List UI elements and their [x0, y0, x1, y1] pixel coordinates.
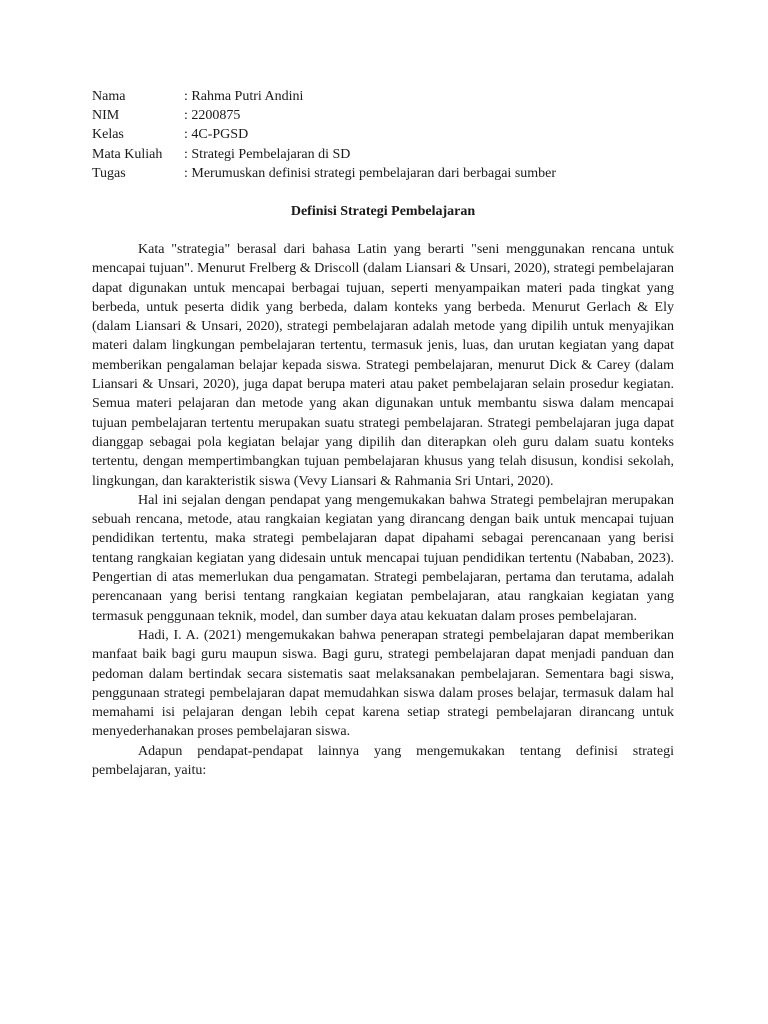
paragraph: Hadi, I. A. (2021) mengemukakan bahwa penerapan strategi pembelajaran dapat memberikan manfaat baik bagi guru maupun siswa. Bagi guru, strategi pembelajaran dapat menjadi panduan dan pedoman dalam bertindak secara sistematis saat melaksanakan pembelajaran. Sementara bagi siswa, penggunaan strategi pembelajaran dapat memudahkan siswa dalam proses belajar, termasuk dalam hal memahami isi pelajaran dengan lebih cepat karena setiap strategi pembelajaran dirancang untuk menyederhanakan proses pembelajaran siswa.: [92, 627, 674, 740]
info-value: : Strategi Pembelajaran di SD: [184, 146, 351, 162]
info-value: : Merumuskan definisi strategi pembelajaran dari berbagai sumber: [184, 165, 557, 181]
info-label: NIM: [92, 108, 120, 124]
paragraph: Adapun pendapat-pendapat lainnya yang mengemukakan tentang definisi strategi pembelajaran, yaitu:: [92, 743, 674, 779]
info-label: Kelas: [92, 127, 124, 143]
info-row-mata-kuliah: [92, 145, 556, 164]
info-label: Mata Kuliah: [92, 146, 163, 162]
info-row-kelas: [92, 125, 556, 144]
info-row-nama: [92, 87, 556, 106]
info-row-nim: [92, 106, 556, 125]
document-body: [92, 240, 674, 780]
info-value: : 2200875: [184, 108, 241, 124]
paragraph: Hal ini sejalan dengan pendapat yang mengemukakan bahwa Strategi pembelajran merupakan sebuah rencana, metode, atau rangkaian kegiatan yang dirancang dengan baik untuk mencapai tujuan pendidikan tertentu, maka strategi pembelajaran dapat dipahami sebagai perencanaan yang berisi tentang rangkaian kegiatan yang didesain untuk mencapai tujuan pendidikan tertentu (Nababan, 2023). Pengertian di atas memerlukan dua pengamatan. Strategi pembelajaran, pertama dan terutama, adalah perencanaan yang berisi tentang rangkaian kegiatan pembelajaran, atau rangkaian kegiatan yang termasuk penggunaan teknik, model, dan sumber daya atau kekuatan dalam proses pembelajaran.: [92, 492, 674, 624]
paragraph: Kata "strategia" berasal dari bahasa Latin yang berarti "seni menggunakan rencana untuk mencapai tujuan". Menurut Frelberg & Driscoll (dalam Liansari & Unsari, 2020), strategi pembelajaran dapat digunakan untuk mencapai berbagai tujuan, seperti menyampaikan materi pada tingkat yang berbeda, untuk peserta didik yang berbeda, dalam konteks yang berbeda. Menurut Gerlach & Ely (dalam Liansari & Unsari, 2020), strategi pembelajaran adalah metode yang dipilih untuk menyajikan materi dalam lingkungan pembelajaran tertentu, termasuk jenis, luas, dan urutan kegiatan yang dapat memberikan pengalaman belajar kepada siswa. Strategi pembelajaran, menurut Dick & Carey (dalam Liansari & Unsari, 2020), juga dapat berupa materi atau paket pembelajaran selain prosedur kegiatan. Semua materi pelajaran dan metode yang akan digunakan untuk membantu siswa dalam mencapai tujuan pembelajaran tertentu merupakan suatu strategi pembelajaran. Strategi pembelajaran juga dapat dianggap sebagai pola kegiatan belajar yang dipilih dan diterapkan oleh guru dalam suatu konteks tertentu, dengan mempertimbangkan tujuan pembelajaran khusus yang telah disusun, kondisi sekolah, lingkungan, dan karakteristik siswa (Vevy Liansari & Rahmania Sri Untari, 2020).: [92, 242, 674, 489]
document-title: Definisi Strategi Pembelajaran: [290, 204, 476, 219]
info-label: Nama: [92, 89, 126, 104]
info-row-tugas: [92, 164, 556, 183]
student-info: [92, 87, 556, 183]
info-value: : 4C-PGSD: [184, 127, 249, 143]
info-label: Tugas: [92, 165, 126, 181]
info-value: : Rahma Putri Andini: [184, 89, 304, 104]
